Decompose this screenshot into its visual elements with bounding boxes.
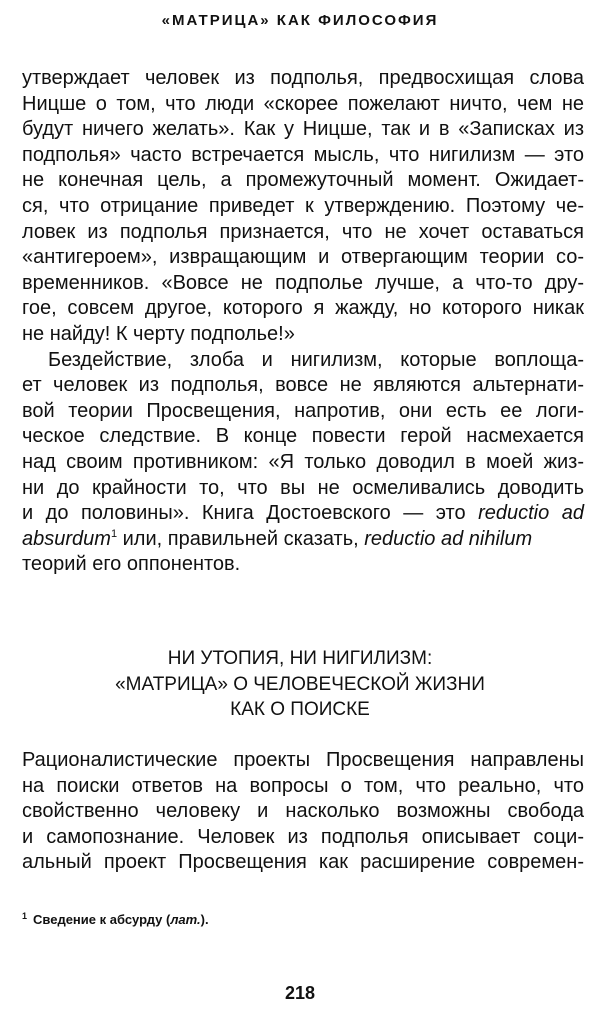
heading-line: НИ УТОПИЯ, НИ НИГИЛИЗМ: <box>167 648 433 669</box>
text-line: Ницше о том, что люди «скорее пожелают ничто, чем не <box>22 92 584 115</box>
text-line: свойственно человеку и насколько возможны свобода <box>22 800 584 823</box>
text-line: будут ничего желать». Как у Ницше, так и в «Записках из <box>22 118 584 141</box>
text-segment: или, правильней сказать, <box>117 527 365 550</box>
text-line: не найду! К черту подполье!» <box>22 322 295 345</box>
footnote-reference: 1 <box>110 527 118 540</box>
text-line: Бездействие, злоба и нигилизм, которые воплоща- <box>48 348 584 371</box>
text-line: вой теории Просвещения, напротив, они есть ее логи- <box>22 399 584 422</box>
footnote <box>22 912 209 927</box>
text-line-with-italic <box>22 501 584 527</box>
italic-latin-phrase: absurdum <box>22 527 111 550</box>
text-line: не конечная цель, а промежуточный момент. Ожидает- <box>22 169 584 192</box>
heading-line: КАК О ПОИСКЕ <box>230 699 370 720</box>
text-line: ет человек из подполья, вовсе не являются альтернати- <box>22 374 584 397</box>
text-line: альный проект Просвещения как расширение современ- <box>22 851 584 874</box>
text-line: временников. «Вовсе не подполье лучше, а что-то дру- <box>22 271 584 294</box>
italic-latin-phrase: reductio ad nihilum <box>364 527 533 550</box>
text-line: на поиски ответов на вопросы о том, что реально, что <box>22 774 584 797</box>
footnote-text: Сведение к абсурду (лат.). <box>33 912 209 927</box>
text-line-with-footnote <box>22 527 584 553</box>
text-line: утверждает человек из подполья, предвосхищая слова <box>22 67 584 89</box>
section-heading <box>0 646 600 723</box>
text-line: и самопознание. Человек из подполья описывает соци- <box>22 825 584 848</box>
text-line: ся, что отрицание приведет к утверждению. Поэтому че- <box>22 194 584 217</box>
text-line-main: и до половины». Книга Достоевского — это reductio ad <box>22 502 584 525</box>
italic-latin-phrase: reductio ad <box>478 502 584 525</box>
text-line: ни до крайности то, что вы не осмеливались доводить <box>22 476 584 499</box>
heading-line: «МАТРИЦА» О ЧЕЛОВЕЧЕСКОЙ ЖИЗНИ <box>115 673 485 695</box>
text-line: «антигероем», извращающим и отвергающим теории со- <box>22 246 584 269</box>
text-line: теорий его оппонентов. <box>22 553 241 576</box>
text-line: подполья» часто встречается мысль, что нигилизм — это <box>22 143 584 166</box>
italic-abbreviation: лат. <box>170 912 201 927</box>
paragraph-1 <box>22 66 584 348</box>
footnote-mark: 1 <box>22 911 28 921</box>
text-line: ческое следствие. В конце повести герой насмехается <box>22 425 584 448</box>
paragraph-2 <box>22 348 584 578</box>
text-line: над своим противником: «Я только доводил в моей жиз- <box>22 450 584 473</box>
text-line: ловек из подполья признается, что не хочет оставаться <box>22 220 584 243</box>
paragraph-3 <box>22 748 584 876</box>
text-line: Рационалистические проекты Просвещения направлены <box>22 749 584 771</box>
text-line: гое, совсем другое, которого я жажду, но которого никак <box>22 297 584 320</box>
page-number: 218 <box>284 983 316 1003</box>
running-head: «МАТРИЦА» КАК ФИЛОСОФИЯ <box>161 12 439 29</box>
